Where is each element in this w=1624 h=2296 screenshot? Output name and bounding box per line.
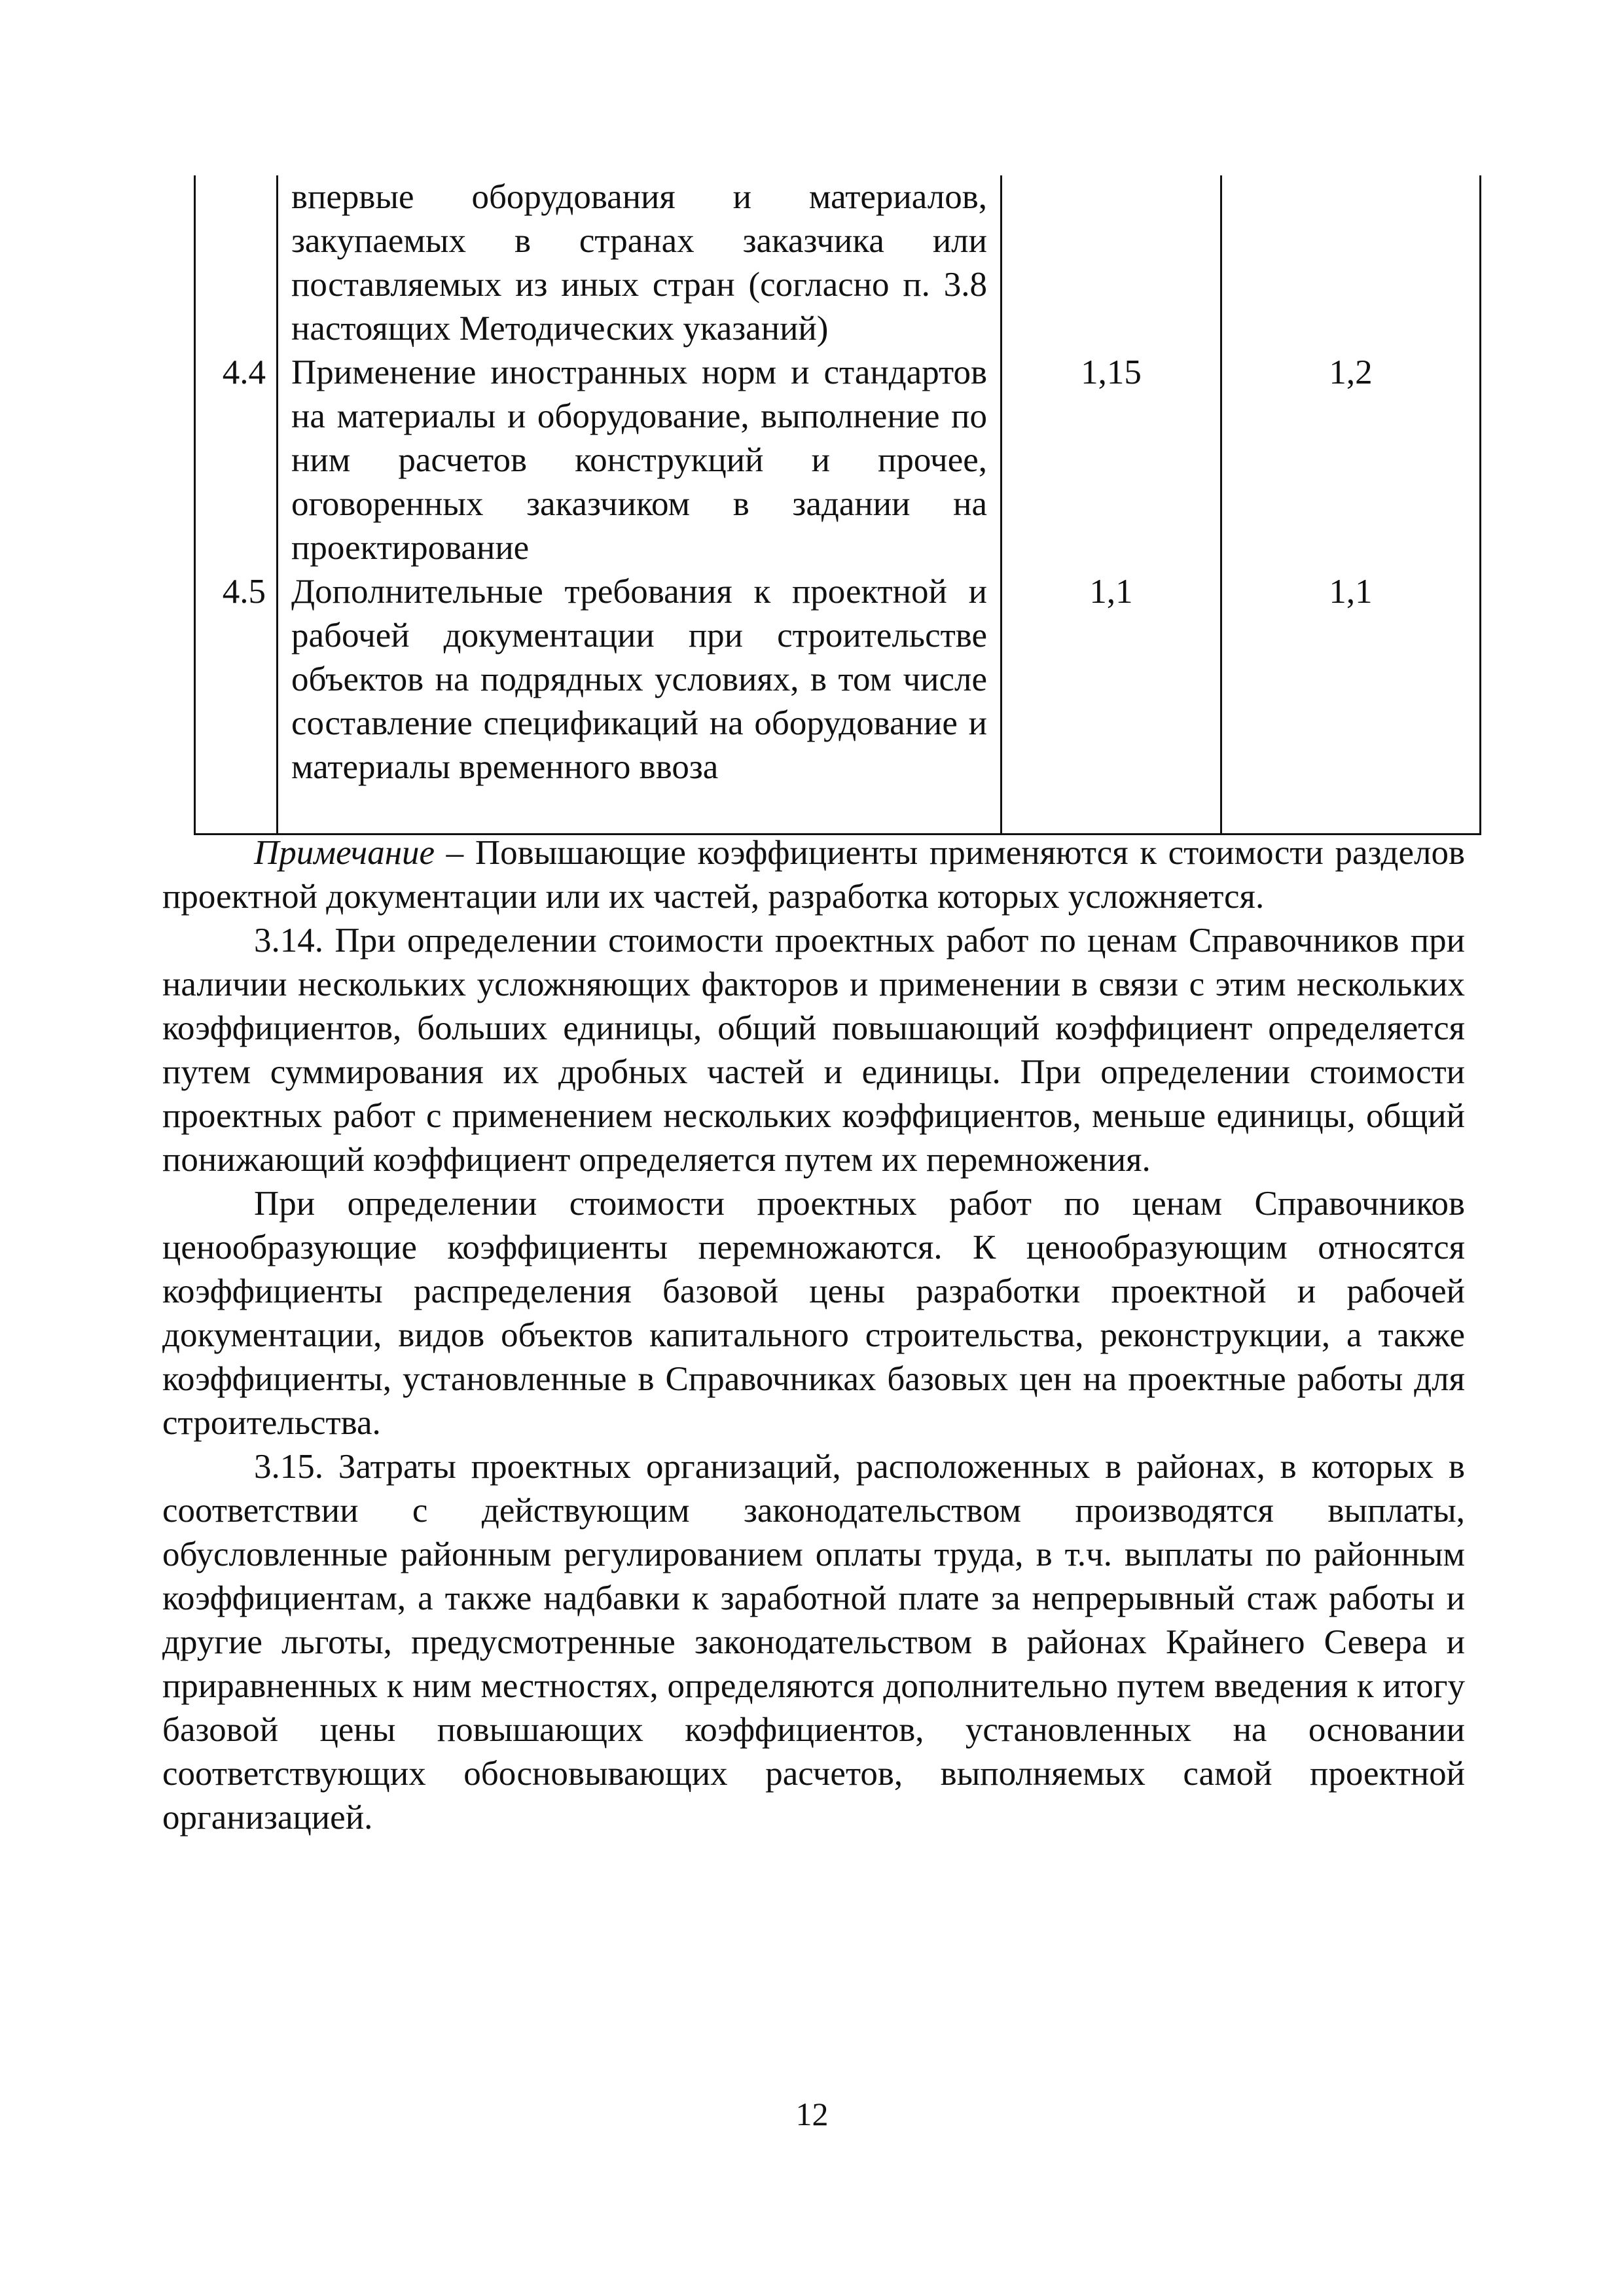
row-number: 4.5 — [195, 570, 278, 834]
row-coefficient-1: 1,15 — [1001, 351, 1221, 570]
row-description — [278, 351, 1001, 570]
row-coefficient-2 — [1221, 175, 1481, 351]
row-number — [195, 175, 278, 351]
row-description-text: Дополнительные требования к проектной и рабочей документации при строительстве объектов на подрядных условиях, в том числе составление спецификаций на оборудование и материалы временного ввоза — [291, 573, 987, 786]
row-description — [278, 175, 1001, 351]
table-row — [195, 351, 1481, 570]
row-coefficient-2: 1,1 — [1221, 570, 1481, 834]
body-text — [162, 831, 1465, 1840]
table-row — [195, 175, 1481, 351]
page-number: 12 — [795, 2096, 829, 2132]
row-coefficient-2: 1,2 — [1221, 351, 1481, 570]
table-row — [195, 570, 1481, 834]
row-number: 4.4 — [195, 351, 278, 570]
note-paragraph — [162, 831, 1465, 919]
row-coefficient-1 — [1001, 175, 1221, 351]
paragraph-coefficients: При определении стоимости проектных работ по ценам Справочников ценообразующие коэффициенты перемножаются. К ценообразующим относятся коэффициенты распределения базовой цены разработки проектной и рабочей документации, видов объектов капитального строительства, реконструкции, а также коэффициенты, установленные в Справочниках базовых цен на проектные работы для строительства. — [162, 1185, 1465, 1442]
row-description — [278, 570, 1001, 834]
note-label: Примечание — [254, 834, 435, 872]
row-description-text: Применение иностранных норм и стандартов на материалы и оборудование, выполнение по ним расчетов конструкций и прочее, оговоренных заказчиком в задании на проектирование — [291, 353, 987, 567]
paragraph-3-14: 3.14. При определении стоимости проектных работ по ценам Справочников при наличии нескольких усложняющих факторов и применении в связи с этим нескольких коэффициентов, больших единицы, общий повышающий коэффициент определяется путем суммирования их дробных частей и единицы. При определении стоимости проектных работ с применением нескольких коэффициентов, меньше единицы, общий понижающий коэффициент определяется путем их перемножения. — [162, 922, 1465, 1179]
coefficients-table — [194, 175, 1481, 835]
row-coefficient-1: 1,1 — [1001, 570, 1221, 834]
row-description-text: впервые оборудования и материалов, закупаемых в странах заказчика или поставляемых из иных стран (согласно п. 3.8 настоящих Методических указаний) — [291, 178, 987, 348]
note-text: – Повышающие коэффициенты применяются к стоимости разделов проектной документации или их частей, разработка которых усложняется. — [162, 834, 1465, 916]
paragraph-3-15: 3.15. Затраты проектных организаций, расположенных в районах, в которых в соответствии с действующим законодательством производятся выплаты, обусловленные районным регулированием оплаты труда, в т.ч. выплаты по районным коэффициентам, а также надбавки к заработной плате за непрерывный стаж работы и другие льготы, предусмотренные законодательством в районах Крайнего Севера и приравненных к ним местностях, определяются дополнительно путем введения к итогу базовой цены повышающих коэффициентов, установленных на основании соответствующих обосновывающих расчетов, выполняемых самой проектной организацией. — [162, 1448, 1465, 1837]
